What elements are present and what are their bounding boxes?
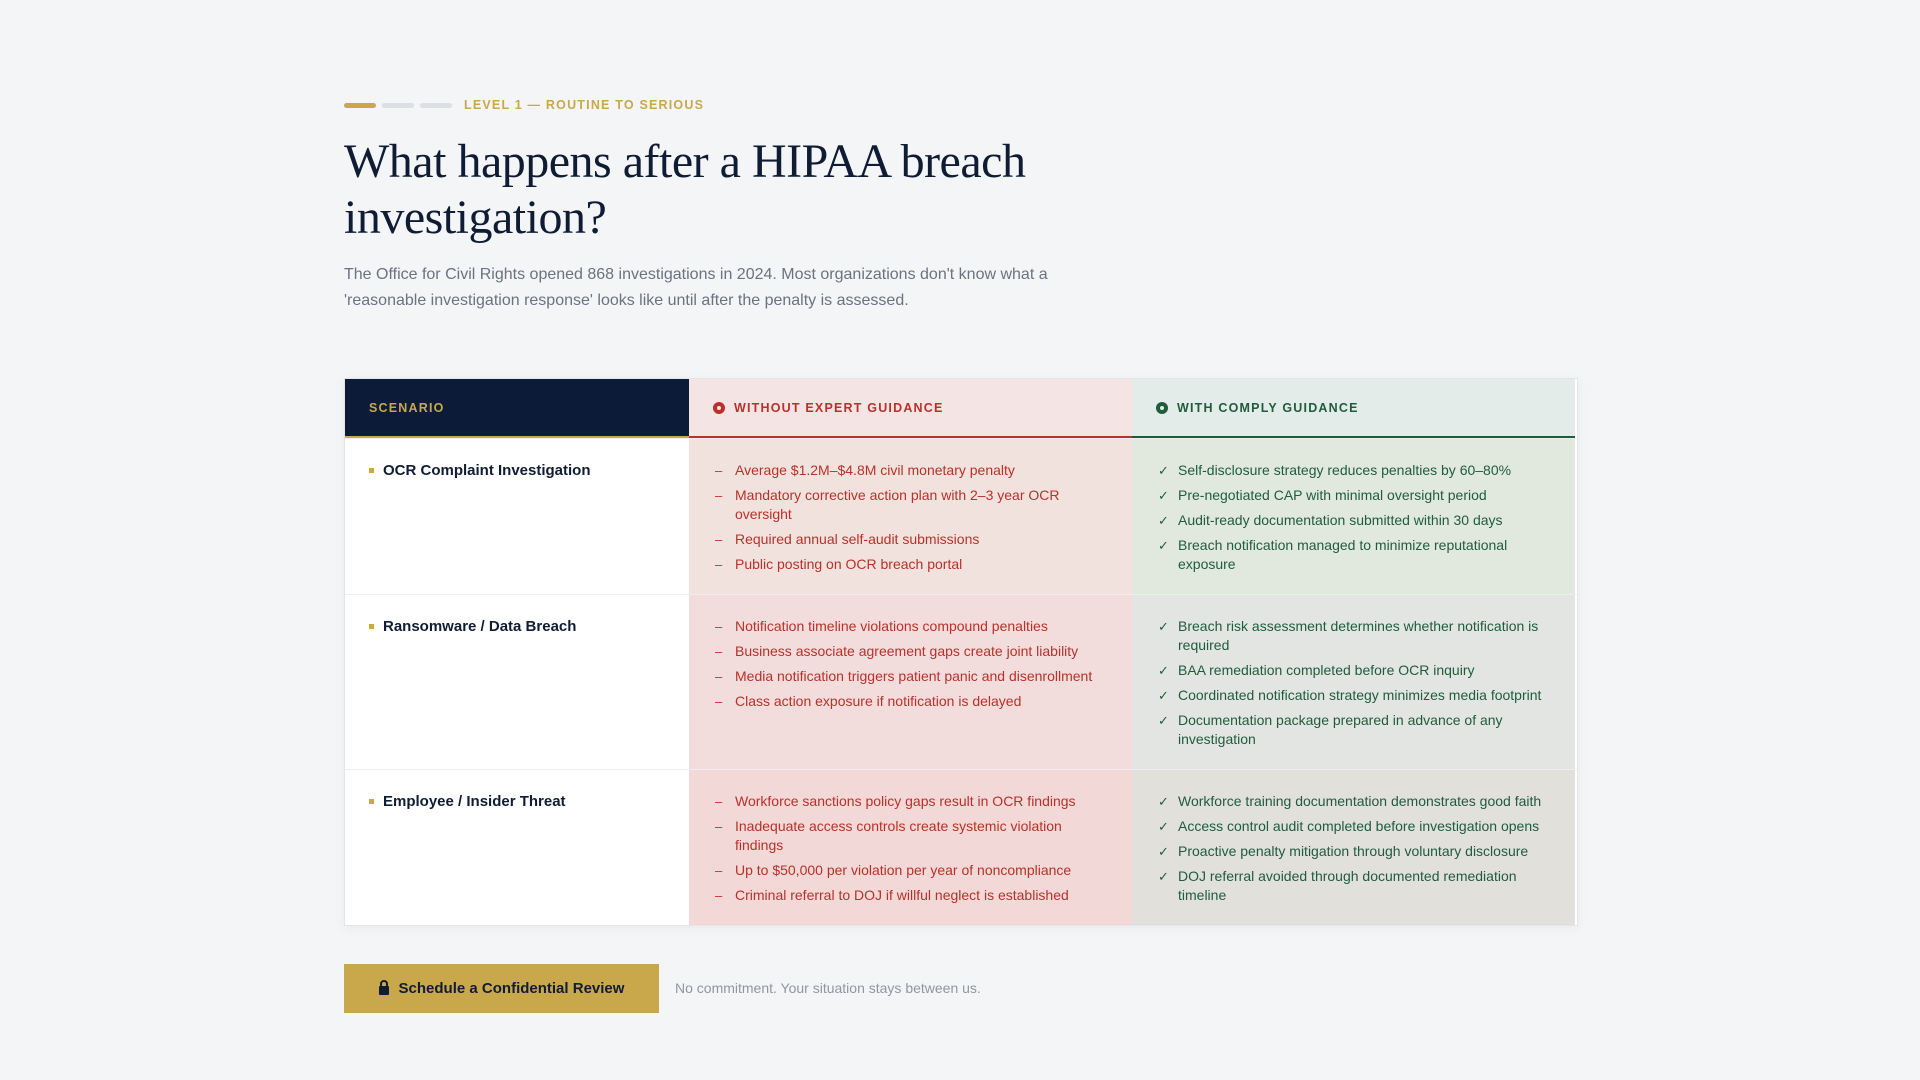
benefit-item xyxy=(1158,686,1551,705)
consequence-item xyxy=(715,792,1108,811)
consequence-item xyxy=(715,886,1108,905)
header-scenario-label: SCENARIO xyxy=(369,400,445,415)
scenario-label: OCR Complaint Investigation xyxy=(383,462,591,479)
dash-icon: – xyxy=(715,532,723,547)
benefit-text: BAA remediation completed before OCR inquiry xyxy=(1178,662,1475,678)
x-circle-icon xyxy=(713,402,725,414)
benefit-item xyxy=(1158,536,1551,574)
check-icon: ✓ xyxy=(1158,488,1169,503)
bullet-square-icon xyxy=(369,468,374,473)
comparison-table xyxy=(344,378,1578,926)
level-eyebrow: LEVEL 1 — ROUTINE TO SERIOUS xyxy=(464,98,705,112)
bullet-square-icon xyxy=(369,799,374,804)
benefit-item xyxy=(1158,486,1551,505)
check-circle-icon xyxy=(1156,402,1168,414)
benefit-item xyxy=(1158,617,1551,655)
benefit-item xyxy=(1158,842,1551,861)
cta-note: No commitment. Your situation stays between us. xyxy=(675,980,981,996)
scenario-cell xyxy=(345,770,689,925)
dash-icon: – xyxy=(715,488,723,503)
consequence-item xyxy=(715,861,1108,880)
scenario-label: Employee / Insider Threat xyxy=(383,793,566,810)
table-row xyxy=(345,594,1577,769)
benefit-item xyxy=(1158,711,1551,749)
without-guidance-cell xyxy=(689,439,1132,594)
consequence-text: Media notification triggers patient panic and disenrollment xyxy=(735,668,1093,684)
bullet-square-icon xyxy=(369,624,374,629)
consequence-item xyxy=(715,530,1108,549)
consequence-text: Business associate agreement gaps create joint liability xyxy=(735,643,1079,659)
header-without-guidance xyxy=(689,379,1132,438)
schedule-review-button[interactable] xyxy=(344,964,659,1013)
check-icon: ✓ xyxy=(1158,713,1169,728)
dash-icon: – xyxy=(715,463,723,478)
consequence-text: Notification timeline violations compound penalties xyxy=(735,618,1048,634)
check-icon: ✓ xyxy=(1158,663,1169,678)
consequence-text: Up to $50,000 per violation per year of noncompliance xyxy=(735,862,1072,878)
benefit-text: Breach notification managed to minimize reputational exposure xyxy=(1178,537,1508,572)
header-without-label: WITHOUT EXPERT GUIDANCE xyxy=(734,400,944,415)
check-icon: ✓ xyxy=(1158,819,1169,834)
dash-icon: – xyxy=(715,669,723,684)
benefit-text: Breach risk assessment determines whether notification is required xyxy=(1178,618,1539,653)
check-icon: ✓ xyxy=(1158,619,1169,634)
progress-step-3 xyxy=(420,103,452,108)
benefit-text: Audit-ready documentation submitted within 30 days xyxy=(1178,512,1503,528)
scenario-label: Ransomware / Data Breach xyxy=(383,618,577,635)
with-guidance-cell xyxy=(1132,770,1575,925)
benefit-text: Coordinated notification strategy minimizes media footprint xyxy=(1178,687,1542,703)
progress-step-2 xyxy=(382,103,414,108)
progress-step-1 xyxy=(344,103,376,108)
table-header xyxy=(345,379,1577,438)
without-guidance-cell xyxy=(689,770,1132,925)
progress-indicator xyxy=(344,98,704,112)
dash-icon: – xyxy=(715,863,723,878)
consequence-text: Class action exposure if notification is delayed xyxy=(735,693,1022,709)
benefit-item xyxy=(1158,867,1551,905)
check-icon: ✓ xyxy=(1158,794,1169,809)
dash-icon: – xyxy=(715,694,723,709)
check-icon: ✓ xyxy=(1158,513,1169,528)
scenario-title xyxy=(369,462,665,479)
schedule-review-label: Schedule a Confidential Review xyxy=(398,980,625,997)
benefit-item xyxy=(1158,661,1551,680)
consequence-item xyxy=(715,555,1108,574)
dash-icon: – xyxy=(715,619,723,634)
benefit-item xyxy=(1158,817,1551,836)
benefit-text: DOJ referral avoided through documented remediation timeline xyxy=(1178,868,1517,903)
header-with-label: WITH COMPLY GUIDANCE xyxy=(1177,400,1359,415)
header-with-guidance xyxy=(1132,379,1575,438)
consequence-text: Required annual self-audit submissions xyxy=(735,531,980,547)
consequence-item xyxy=(715,461,1108,480)
scenario-title xyxy=(369,793,665,810)
consequence-text: Average $1.2M–$4.8M civil monetary penalty xyxy=(735,462,1015,478)
consequence-item xyxy=(715,692,1108,711)
benefit-text: Access control audit completed before investigation opens xyxy=(1178,818,1540,834)
consequence-text: Workforce sanctions policy gaps result in OCR findings xyxy=(735,793,1076,809)
consequence-item xyxy=(715,817,1108,855)
consequence-item xyxy=(715,642,1108,661)
dash-icon: – xyxy=(715,557,723,572)
scenario-title xyxy=(369,618,665,635)
consequence-text: Inadequate access controls create systemic violation findings xyxy=(735,818,1062,853)
lock-icon xyxy=(379,986,389,995)
check-icon: ✓ xyxy=(1158,688,1169,703)
benefit-item xyxy=(1158,792,1551,811)
header-scenario xyxy=(345,379,689,438)
check-icon: ✓ xyxy=(1158,869,1169,884)
consequence-text: Mandatory corrective action plan with 2–3 year OCR oversight xyxy=(735,487,1060,522)
check-icon: ✓ xyxy=(1158,538,1169,553)
scenario-cell xyxy=(345,595,689,769)
consequence-item xyxy=(715,486,1108,524)
benefit-text: Self-disclosure strategy reduces penalties by 60–80% xyxy=(1178,462,1512,478)
with-guidance-cell xyxy=(1132,595,1575,769)
dash-icon: – xyxy=(715,794,723,809)
check-icon: ✓ xyxy=(1158,463,1169,478)
check-icon: ✓ xyxy=(1158,844,1169,859)
consequence-text: Criminal referral to DOJ if willful neglect is established xyxy=(735,887,1069,903)
dash-icon: – xyxy=(715,819,723,834)
page-subtitle: The Office for Civil Rights opened 868 investigations in 2024. Most organizations don't know what a 'reasonable investigation response' looks like until after the penalty is assessed. xyxy=(344,266,1048,309)
consequence-text: Public posting on OCR breach portal xyxy=(735,556,963,572)
benefit-text: Proactive penalty mitigation through voluntary disclosure xyxy=(1178,843,1529,859)
consequence-item xyxy=(715,667,1108,686)
dash-icon: – xyxy=(715,888,723,903)
benefit-text: Workforce training documentation demonstrates good faith xyxy=(1178,793,1542,809)
benefit-text: Documentation package prepared in advance of any investigation xyxy=(1178,712,1503,747)
without-guidance-cell xyxy=(689,595,1132,769)
page-title: What happens after a HIPAA breach investigation? xyxy=(344,135,1026,244)
with-guidance-cell xyxy=(1132,439,1575,594)
table-row xyxy=(345,769,1577,925)
consequence-item xyxy=(715,617,1108,636)
dash-icon: – xyxy=(715,644,723,659)
benefit-text: Pre-negotiated CAP with minimal oversight period xyxy=(1178,487,1487,503)
benefit-item xyxy=(1158,461,1551,480)
table-row xyxy=(345,438,1577,594)
benefit-item xyxy=(1158,511,1551,530)
scenario-cell xyxy=(345,439,689,594)
